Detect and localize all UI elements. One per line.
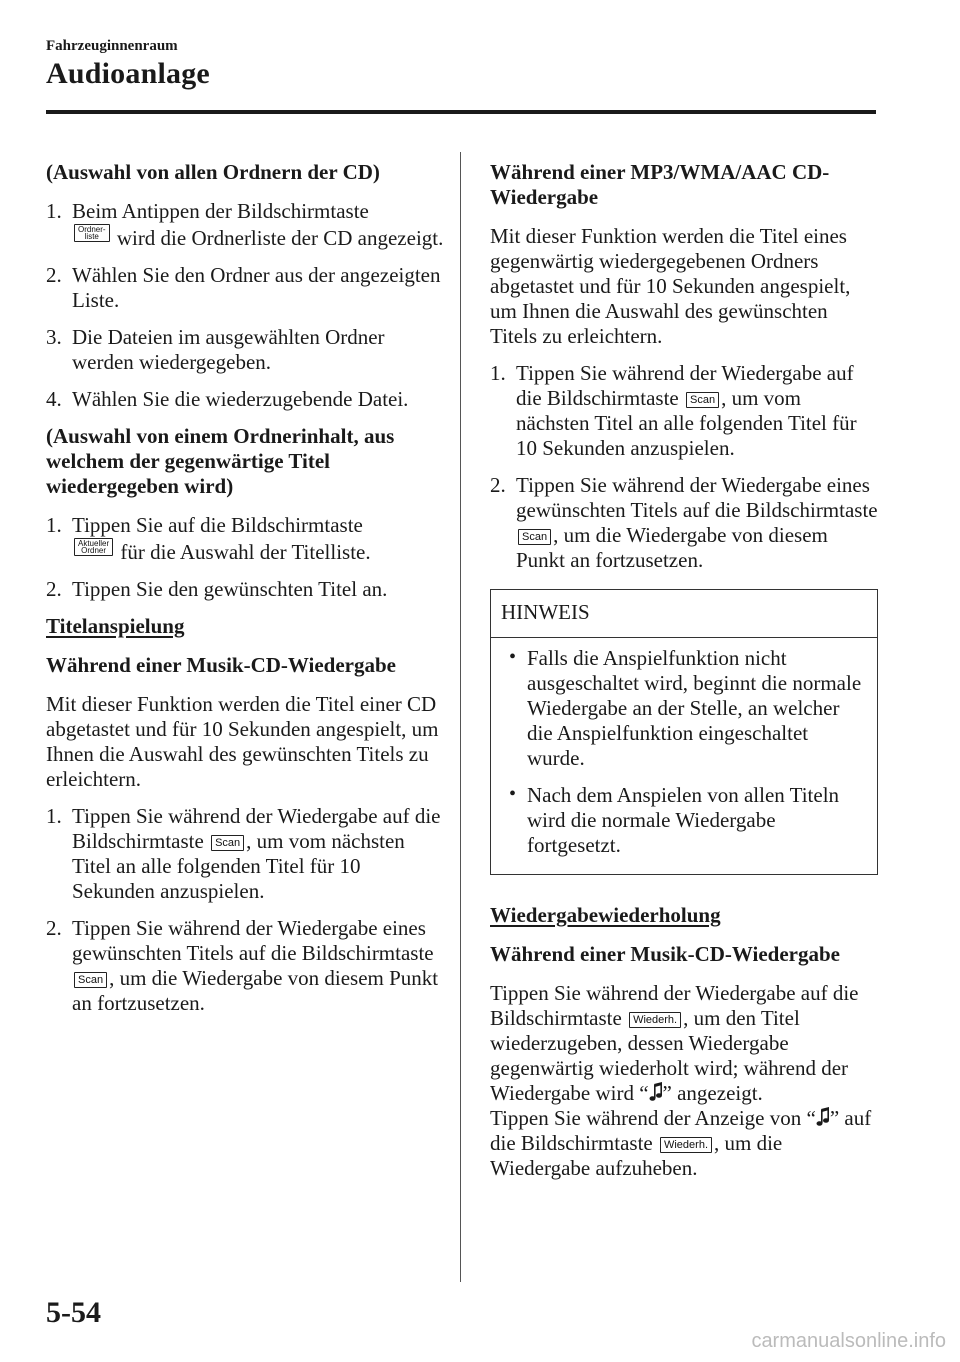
scan-mp3-heading: Während einer MP3/WMA/AAC CD-Wiedergabe	[490, 160, 830, 209]
list-item: 1. Tippen Sie während der Wiedergabe auf die Bildschirmtaste Scan , um vom nächsten Titel an alle folgenden Titel für 10 Sekunden anzuspielen.	[46, 804, 441, 903]
scan-cd-steps	[46, 804, 444, 1016]
repeat-button-icon: Wiederh.	[629, 1012, 681, 1028]
folder-list-button-icon: Ordner- liste	[74, 224, 110, 242]
section-label: Fahrzeuginnenraum	[46, 38, 178, 54]
list-item: 2. Wählen Sie den Ordner aus der angezeigten Liste.	[46, 263, 441, 312]
scan-cd-intro: Mit dieser Funktion werden die Titel einer CD abgetastet und für 10 Sekunden angespielt, um Ihnen die Auswahl des gewünschten Titels zu erleichtern.	[46, 692, 439, 791]
note-item: • Falls die Anspielfunktion nicht ausgeschaltet wird, beginnt die normale Wiedergabe an der Stelle, an welcher die Anspielfunktion eingeschaltet wurde.	[509, 646, 862, 770]
left-column	[46, 160, 444, 1028]
page-number: 5-54	[46, 1296, 101, 1329]
current-folder-steps	[46, 513, 444, 602]
list-item: 2. Tippen Sie während der Wiedergabe eines gewünschten Titels auf die Bildschirmtaste Scan , um die Wiedergabe von diesem Punkt an fortzusetzen.	[490, 473, 878, 572]
note-box	[490, 589, 878, 875]
scan-button-icon: Scan	[211, 835, 244, 851]
music-note-icon	[649, 1081, 663, 1103]
right-column	[490, 160, 878, 1193]
watermark: carmanualsonline.info	[751, 1330, 946, 1352]
bullet-icon: •	[509, 646, 517, 668]
note-item: • Nach dem Anspielen von allen Titeln wird die normale Wiedergabe fortgesetzt.	[509, 783, 840, 857]
repeat-title: Wiedergabewiederholung	[490, 903, 721, 927]
list-item: 1. Beim Antippen der Bildschirmtaste Ordner- liste wird die Ordnerliste der CD angezeigt.	[46, 199, 444, 250]
all-folders-heading: (Auswahl von allen Ordnern der CD)	[46, 160, 380, 184]
bullet-icon: •	[509, 783, 517, 805]
all-folders-steps	[46, 199, 444, 412]
current-folder-button-icon: Aktueller Ordner	[74, 538, 113, 556]
list-item: 1. Tippen Sie auf die Bildschirmtaste Aktueller Ordner für die Auswahl der Titelliste.	[46, 513, 371, 564]
scan-mp3-steps	[490, 361, 878, 573]
list-item: 1. Tippen Sie während der Wiedergabe auf die Bildschirmtaste Scan , um vom nächsten Titel an alle folgenden Titel für 10 Sekunden anzuspielen.	[490, 361, 857, 460]
scan-button-icon: Scan	[74, 972, 107, 988]
scan-title: Titelanspielung	[46, 614, 185, 638]
note-body	[491, 638, 877, 874]
list-item: 2. Tippen Sie den gewünschten Titel an.	[46, 577, 388, 601]
music-note-icon	[816, 1106, 830, 1128]
note-title: HINWEIS	[491, 590, 877, 638]
current-folder-heading: (Auswahl von einem Ordnerinhalt, aus welchem der gegenwärtige Titel wiedergegeben wird)	[46, 424, 395, 498]
page-header	[46, 38, 210, 91]
repeat-button-icon: Wiederh.	[660, 1137, 712, 1153]
list-item: 4. Wählen Sie die wiederzugebende Datei.	[46, 387, 409, 411]
scan-button-icon: Scan	[686, 392, 719, 408]
repeat-text: Tippen Sie während der Wiedergabe auf die Bildschirmtaste Wiederh. , um den Titel wiederzugeben, dessen Wiedergabe gegenwärtig wiederholt wird; während der Wiedergabe wird “ ” angezeigt. Tippen Sie während der Anzeige von “ ” auf die Bildschirmtaste Wiederh. , um die Wiedergabe aufzuheben.	[490, 981, 872, 1180]
page-title: Audioanlage	[46, 57, 210, 90]
list-item: 2. Tippen Sie während der Wiedergabe eines gewünschten Titels auf die Bildschirmtaste Scan , um die Wiedergabe von diesem Punkt an fortzusetzen.	[46, 916, 439, 1015]
scan-mp3-intro: Mit dieser Funktion werden die Titel eines gegenwärtig wiedergegebenen Ordners abgetastet und für 10 Sekunden angespielt, um Ihnen die Auswahl des gewünschten Titels zu erleichtern.	[490, 224, 851, 348]
list-item: 3. Die Dateien im ausgewählten Ordner werden wiedergegeben.	[46, 325, 385, 374]
scan-cd-subheading: Während einer Musik-CD-Wiedergabe	[46, 653, 396, 677]
column-divider	[460, 152, 461, 1282]
repeat-subheading: Während einer Musik-CD-Wiedergabe	[490, 942, 840, 966]
scan-button-icon: Scan	[518, 529, 551, 545]
header-rule	[46, 110, 876, 114]
